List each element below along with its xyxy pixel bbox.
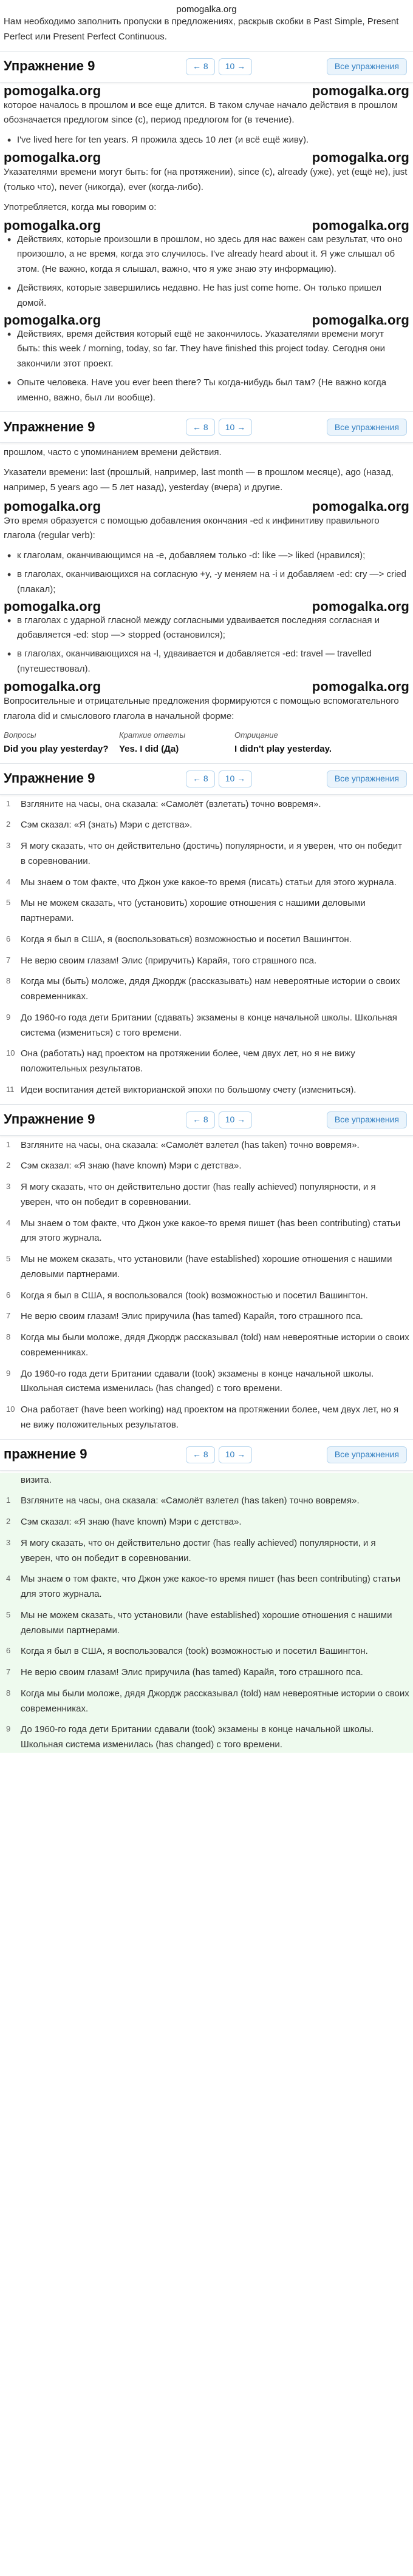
item-text: Когда мы (быть) моложе, дядя Джордж (рассказывать) нам невероятные истории о своих современниках. — [21, 976, 400, 1002]
all-exercises-button[interactable]: Все упражнения — [327, 1111, 407, 1128]
theory-paragraph: Указателями времени могут быть: for (на протяжении), since (с), already (уже), yet (ещё не), just (только что), never (никогда), ever (когда-либо). — [4, 167, 408, 192]
list-item — [4, 1687, 409, 1717]
theory-list — [0, 327, 413, 406]
item-number: 10 — [6, 1404, 15, 1414]
all-exercises-button[interactable]: Все упражнения — [327, 1446, 407, 1463]
watermark: pomogalka.org — [4, 678, 101, 694]
prev-exercise-button[interactable]: ← 8 — [186, 1111, 215, 1128]
item-number: 1 — [6, 798, 11, 808]
item-number: 8 — [6, 976, 11, 986]
prev-exercise-button[interactable]: ← 8 — [186, 58, 215, 75]
item-text: Мы не можем сказать, что (установить) хорошие отношения с нашими деловыми партнерами. — [21, 898, 366, 923]
list-item — [4, 896, 409, 926]
task-list — [0, 797, 413, 1098]
answer-list — [0, 1473, 413, 1753]
item-number: 6 — [6, 934, 11, 943]
watermark: pomogalka.org — [4, 312, 101, 328]
item-text: Не верю своим глазам! Элис (приручить) Карайя, того страшного пса. — [21, 955, 317, 966]
item-number: 5 — [6, 1254, 11, 1263]
watermark: pomogalka.org — [4, 83, 101, 98]
exercise-header — [0, 51, 413, 83]
all-exercises-button[interactable]: Все упражнения — [327, 419, 407, 436]
theory-bullet: • в глаголах, оканчивающихся на согласную +y, -y меняем на -i и добавляем -ed: cry —> cried (плакал); — [4, 567, 409, 598]
item-number: 3 — [6, 841, 11, 850]
table-header-short-answers: Краткие ответы — [119, 730, 186, 740]
list-item — [4, 1665, 409, 1681]
item-text: Взгляните на часы, она сказала: «Самолёт взлетел (has taken) точно вовремя». — [21, 1139, 360, 1150]
theory-paragraph: прошлом, часто с упоминанием времени действия. — [4, 447, 222, 458]
item-text: Взгляните на часы, она сказала: «Самолёт взлетел (has taken) точно вовремя». — [21, 1495, 360, 1506]
theory-bullet: • Действиях, которые произошли в прошлом, но здесь для нас важен сам результат, что оно произошло, а не время, когда это случилось. I've already heard about it. Я уже слышал об этом. (Не важно, когда я слышал, важно, что я уже знаю эту информацию). — [4, 232, 409, 277]
site-logo[interactable]: pomogalka.org — [176, 4, 237, 15]
list-item — [4, 1138, 409, 1153]
list-item — [4, 1289, 409, 1304]
watermark: pomogalka.org — [312, 678, 409, 694]
item-text: Сэм сказал: «Я знаю (have known) Мэри с детства». — [21, 1161, 242, 1172]
item-number: 1 — [6, 1495, 11, 1505]
list-item — [4, 1216, 409, 1247]
theory-paragraph: Это время образуется с помощью добавления окончания -ed к инфинитиву правильного глагола (regular verb): — [4, 515, 380, 541]
item-number: 11 — [6, 1084, 15, 1094]
next-exercise-button[interactable]: 10 → — [219, 58, 252, 75]
list-item — [4, 974, 409, 1005]
item-text: Когда я был в США, я воспользовался (took) возможностью и посетил Вашингтон. — [21, 1290, 368, 1301]
prev-exercise-button[interactable]: ← 8 — [186, 419, 215, 436]
table-header-questions: Вопросы — [4, 730, 36, 740]
theory-list — [0, 133, 413, 148]
table-cell-short-answer: Yes. I did (Да) — [119, 743, 179, 754]
prev-exercise-button[interactable]: ← 8 — [186, 1446, 215, 1463]
table-header-negation: Отрицание — [234, 730, 278, 740]
next-exercise-button[interactable]: 10 → — [219, 770, 252, 787]
watermark-row — [0, 313, 413, 328]
item-text: Мы знаем о том факте, что Джон уже какое-то время пишет (has been contributing) статьи для этого журнала. — [21, 1218, 401, 1244]
list-item — [4, 875, 409, 891]
exercise-header — [0, 1439, 413, 1471]
item-text: Взгляните на часы, она сказала: «Самолёт (взлетать) точно вовремя». — [21, 798, 321, 809]
list-item — [4, 1367, 409, 1397]
watermark-row — [0, 150, 413, 165]
list-item — [4, 1309, 409, 1324]
exercise-title: Упражнение 9 — [4, 770, 95, 786]
item-text: Мы знаем о том факте, что Джон уже какое-то время пишет (has been contributing) статьи для этого журнала. — [21, 1574, 401, 1599]
item-number: 4 — [6, 877, 11, 886]
item-text: визита. — [21, 1474, 52, 1485]
item-number: 9 — [6, 1368, 11, 1378]
list-item — [4, 1608, 409, 1639]
theory-bullet: • Действиях, время действия который ещё не закончилось. Указателями времени могут быть: this week / morning, today, so far. They have finished this project today. Сегодня они закончили этот проект. — [4, 327, 409, 372]
item-number: 10 — [6, 1048, 15, 1058]
item-text: Я могу сказать, что он действительно (достичь) популярности, и я уверен, что он победит в соревновании. — [21, 841, 403, 866]
list-item — [4, 954, 409, 969]
list-item — [4, 1644, 409, 1659]
item-text: Когда мы были моложе, дядя Джордж рассказывал (told) нам невероятные истории о своих современниках. — [21, 1332, 409, 1358]
item-text: Идеи воспитания детей викторианской эпохи по большому счету (измениться). — [21, 1084, 357, 1095]
all-exercises-button[interactable]: Все упражнения — [327, 770, 407, 787]
theory-list — [0, 613, 413, 677]
list-item — [4, 1047, 409, 1077]
item-number: 4 — [6, 1218, 11, 1227]
item-text: Мы не можем сказать, что установили (have established) хорошие отношения с нашими деловыми партнерами. — [21, 1254, 392, 1280]
watermark: pomogalka.org — [312, 218, 409, 234]
exercise-title: Упражнение 9 — [4, 419, 95, 435]
theory-bullet: • Действиях, которые завершились недавно. He has just come home. Он только пришел домой. — [4, 281, 409, 311]
list-item — [4, 1180, 409, 1210]
item-number: 6 — [6, 1290, 11, 1300]
item-number: 8 — [6, 1332, 11, 1341]
table-cell-negation: I didn't play yesterday. — [234, 743, 332, 754]
item-number: 2 — [6, 820, 11, 829]
theory-list — [0, 548, 413, 597]
watermark-row — [0, 679, 413, 694]
item-number — [4, 1473, 21, 1488]
item-number: 7 — [6, 1667, 11, 1676]
item-number: 2 — [6, 1161, 11, 1170]
exercise-title: Упражнение 9 — [4, 58, 95, 74]
item-text: До 1960-го года дети Британии сдавали (took) экзамены в конце начальной школы. Школьная система изменилась (has changed) с того времени. — [21, 1368, 374, 1394]
theory-paragraph: которое началось в прошлом и все еще длится. В таком случае начало действия в прошлом обозначается предлогом since (с), период предлогом for (в течение). — [4, 99, 398, 126]
list-item — [4, 839, 409, 869]
list-item — [4, 1159, 409, 1174]
list-item — [4, 797, 409, 812]
item-number: 7 — [6, 1311, 11, 1321]
watermark-row — [0, 218, 413, 233]
theory-paragraph: Указатели времени: last (прошлый, например, last month — в прошлом месяце), ago (назад, например, 5 years ago — 5 лет назад), yesterday (вчера) и другие. — [4, 467, 394, 493]
table-row — [0, 742, 413, 757]
item-text: Когда я был в США, я воспользовался (took) возможностью и посетил Вашингтон. — [21, 1646, 368, 1657]
item-number: 9 — [6, 1012, 11, 1022]
list-item — [4, 1330, 409, 1361]
theory-bullet: • к глаголам, оканчивающимся на -е, добавляем только -d: like —> liked (нравился); — [4, 548, 409, 564]
item-text: Мы не можем сказать, что установили (have established) хорошие отношения с нашими деловыми партнерами. — [21, 1610, 392, 1636]
item-number: 5 — [6, 1610, 11, 1619]
prev-exercise-button[interactable]: ← 8 — [186, 770, 215, 787]
exercise-title: пражнение 9 — [4, 1446, 87, 1462]
watermark: pomogalka.org — [312, 83, 409, 98]
item-number: 6 — [6, 1646, 11, 1656]
item-number: 4 — [6, 1574, 11, 1583]
list-item — [4, 1473, 409, 1488]
theory-bullet: • в глаголах, оканчивающихся на -l, удваивается и добавляется -ed: travel — travelled (путешествовал). — [4, 647, 409, 677]
item-text: Она (работать) над проектом на протяжении более, чем двух лет, но я не вижу положительных результатов. — [21, 1048, 355, 1074]
exercise-header — [0, 411, 413, 443]
item-number: 5 — [6, 898, 11, 908]
item-text: Я могу сказать, что он действительно достиг (has really achieved) популярности, и я уверен, что он победит в соревновании. — [21, 1182, 376, 1207]
watermark-row — [0, 499, 413, 514]
item-text: Когда я был в США, я (воспользоваться) возможностью и посетил Вашингтон. — [21, 934, 352, 945]
list-item — [4, 1083, 409, 1098]
list-item — [4, 1515, 409, 1530]
next-exercise-button[interactable]: 10 → — [219, 1446, 252, 1463]
list-item — [4, 1494, 409, 1509]
watermark: pomogalka.org — [4, 498, 101, 514]
item-text: До 1960-го года дети Британии сдавали (took) экзамены в конце начальной школы. Школьная система изменилась (has changed) с того времени. — [21, 1724, 374, 1750]
item-text: Она работает (have been working) над проектом на протяжении более, чем двух лет, но я не вижу положительных результатов. — [21, 1404, 399, 1430]
list-item — [4, 1011, 409, 1041]
item-text: Когда мы были моложе, дядя Джордж рассказывал (told) нам невероятные истории о своих современниках. — [21, 1688, 409, 1714]
item-number: 8 — [6, 1688, 11, 1698]
list-item — [4, 1572, 409, 1602]
item-text: До 1960-го года дети Британии (сдавать) экзамены в конце начальной школы. Школьная система (измениться) с того времени. — [21, 1012, 397, 1038]
item-text: Сэм сказал: «Я (знать) Мэри с детства». — [21, 820, 193, 831]
next-exercise-button[interactable]: 10 → — [219, 419, 252, 436]
list-item — [4, 1252, 409, 1283]
watermark: pomogalka.org — [4, 218, 101, 234]
table-header — [0, 729, 413, 741]
theory-list — [0, 232, 413, 311]
watermark: pomogalka.org — [312, 498, 409, 514]
table-cell-question: Did you play yesterday? — [4, 743, 109, 754]
list-item — [4, 1403, 409, 1433]
item-number: 9 — [6, 1724, 11, 1734]
item-text: Сэм сказал: «Я знаю (have known) Мэри с детства». — [21, 1517, 242, 1527]
watermark: pomogalka.org — [4, 149, 101, 165]
exercise-header — [0, 763, 413, 795]
item-text: Я могу сказать, что он действительно достиг (has really achieved) популярности, и я уверен, что он победит в соревновании. — [21, 1537, 376, 1563]
item-number: 1 — [6, 1139, 11, 1149]
list-item — [4, 932, 409, 948]
theory-bullet: • I've lived here for ten years. Я прожила здесь 10 лет (и всё ещё живу). — [4, 133, 409, 148]
theory-paragraph: Употребляется, когда мы говорим о: — [4, 201, 157, 212]
item-text: Мы знаем о том факте, что Джон уже какое-то время (писать) статьи для этого журнала. — [21, 877, 397, 888]
answers-block — [0, 1473, 413, 1753]
theory-bullet: • в глаголах с ударной гласной между согласными удваивается последняя согласная и добавляется -ed: stop —> stopped (остановился); — [4, 613, 409, 644]
theory-bullet: • Опыте человека. Have you ever been there? Ты когда-нибудь был там? (Не важно когда именно, важно, был ли вообще). — [4, 376, 409, 406]
exercise-header — [0, 1104, 413, 1136]
next-exercise-button[interactable]: 10 → — [219, 1111, 252, 1128]
list-item — [4, 818, 409, 833]
answer-list — [0, 1138, 413, 1433]
item-number: 3 — [6, 1537, 11, 1547]
item-text: Не верю своим глазам! Элис приручила (has tamed) Карайя, того страшного пса. — [21, 1667, 363, 1677]
item-number: 7 — [6, 955, 11, 965]
list-item — [4, 1536, 409, 1566]
watermark: pomogalka.org — [312, 312, 409, 328]
item-number: 2 — [6, 1517, 11, 1526]
watermark-row — [0, 84, 413, 98]
item-text: Не верю своим глазам! Элис приручила (has tamed) Карайя, того страшного пса. — [21, 1311, 363, 1322]
all-exercises-button[interactable]: Все упражнения — [327, 58, 407, 75]
item-number: 3 — [6, 1182, 11, 1191]
watermark: pomogalka.org — [312, 599, 409, 615]
intro-text: Нам необходимо заполнить пропуски в предложениях, раскрыв скобки в Past Simple, Present Perfect или Present Perfect Continuous. — [4, 16, 399, 42]
list-item — [4, 1722, 409, 1753]
watermark-row — [0, 599, 413, 614]
exercise-title: Упражнение 9 — [4, 1111, 95, 1127]
theory-paragraph: Вопросительные и отрицательные предложения формируются с помощью вспомогательного глагола did и смыслового глагола в начальной форме: — [4, 695, 399, 721]
watermark: pomogalka.org — [4, 599, 101, 615]
watermark: pomogalka.org — [312, 149, 409, 165]
